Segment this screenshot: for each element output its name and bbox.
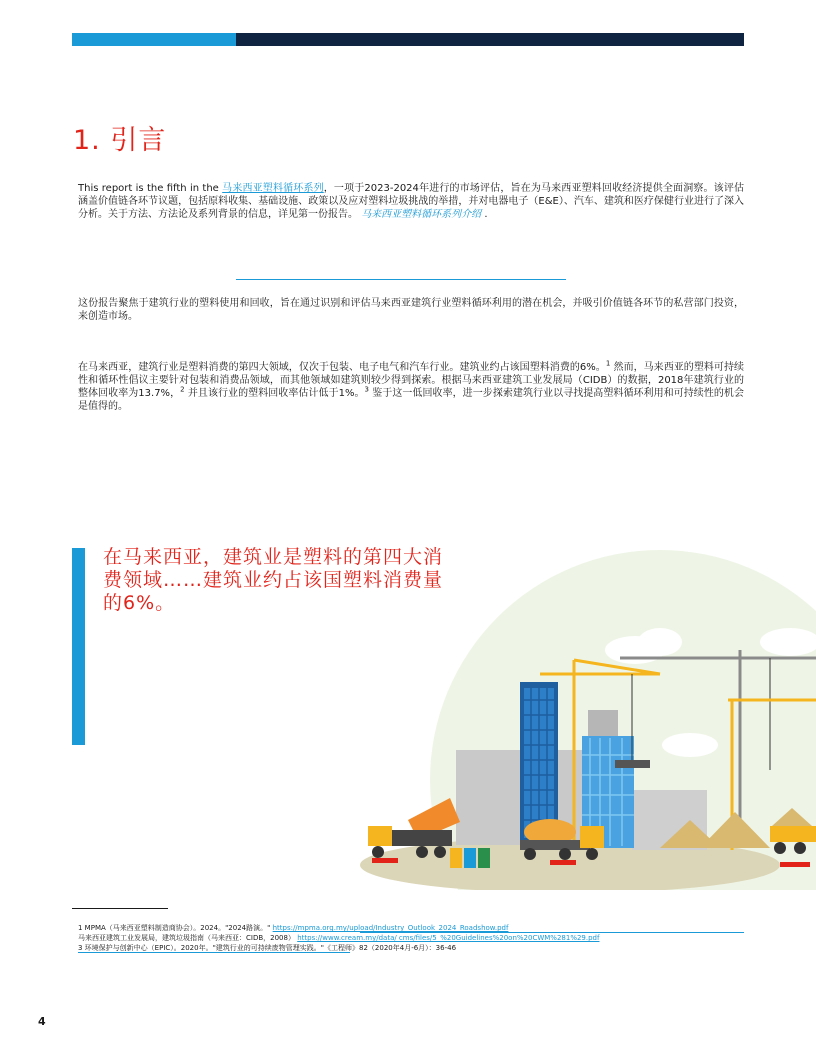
pull-quote: 在马来西亚，建筑业是塑料的第四大消费领域……建筑业约占该国塑料消费量的6%。 [103,546,444,614]
footnote-rule [72,908,168,909]
footnote-2 [78,934,599,943]
context-text-c: 并且该行业的塑料回收率估计低于1%。 [184,388,365,399]
header-bar-navy [236,33,744,46]
header-bar [72,33,744,46]
header-bar-blue [72,33,236,46]
series-link[interactable]: 马来西亚塑料循环系列 [222,183,324,194]
divider-line [236,279,566,280]
footnote-1-underline [360,932,744,933]
footnote-ref-1[interactable]: 1 [605,359,611,368]
context-text-a: 在马来西亚，建筑行业是塑料消费的第四大领域，仅次于包装、电子电气和汽车行业。建筑业约占该国塑料消费的6%。 [78,362,606,373]
page-number: 4 [38,1015,46,1028]
pull-quote-bar [72,548,85,745]
footnote-2-link[interactable]: https://www.cream.my/data/ cms/files/5_%20Guidelines%20on%20CWM%281%29.pdf [297,934,600,942]
recycle-bins [450,848,490,868]
construction-illustration [360,550,816,890]
intro-lead: This report is the fifth in the [78,183,223,194]
context-paragraph [78,361,744,413]
footnote-1-link[interactable]: https://mpma.org.my/upload/Industry_Outlook_2024_Roadshow.pdf [272,924,509,932]
series-intro-link[interactable]: 马来西亚塑料循环系列介绍 [361,209,482,220]
footnote-3-text: 3 环境保护与创新中心（EPIC）。2020年。"建筑行业的可持续废物管理实践。"《工程师》82（2020年4月-6月）：36-46 [78,944,457,952]
intro-paragraph [78,182,744,221]
context-text-b: 然而，马来西亚的塑料可持续性和循环性倡议主要针对包装和消费品领域，而其他领域如建筑则较少得到探索。根据马来西亚建筑工业发展局（CIDB）的数据，2018年建筑行业的整体回收率为13.7%， [78,362,744,399]
intro-text: ，一项于2023-2024年进行的市场评估，旨在为马来西亚塑料回收经济提供全面洞察。该评估涵盖价值链各环节议题，包括原料收集、基础设施、政策以及应对塑料垃圾挑战的举措，并对电器电子（E&E）、汽车、建筑和医疗保健行业进行了深入分析。关于方法、方法论及系列背景的信息，详见第一份报告。 [78,183,744,220]
footnote-2-text: 马来西亚建筑工业发展局，建筑垃圾指南（马来西亚：CIDB，2008） [78,934,295,942]
footnote-ref-2[interactable]: 2 [180,385,185,394]
footnote-ref-3[interactable]: 3 [364,385,370,394]
context-text-d: 鉴于这一低回收率，进一步探索建筑行业以寻找提高塑料循环利用和可持续性的机会是值得的。 [78,388,744,412]
focus-paragraph: 这份报告聚焦于建筑行业的塑料使用和回收，旨在通过识别和评估马来西亚建筑行业塑料循环利用的潜在机会，并吸引价值链各环节的私营部门投资，来创造市场。 [78,298,744,322]
section-title: 1. 引言 [73,125,167,156]
intro-end: . [481,209,488,220]
footnote-3-underline [78,952,350,953]
footnote-1-text: 1 MPMA（马来西亚塑料制造商协会）。2024。"2024路演。" [78,924,271,932]
